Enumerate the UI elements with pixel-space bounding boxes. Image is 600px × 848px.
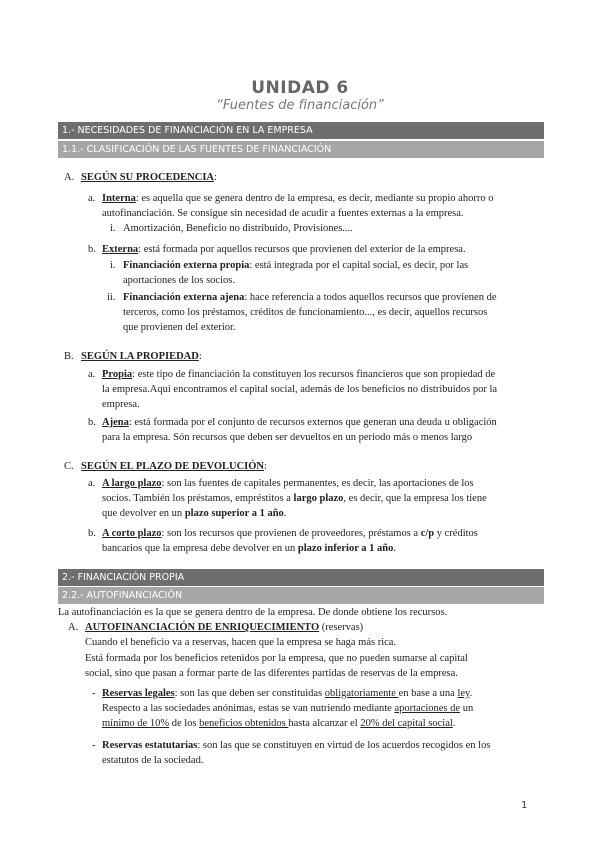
c-a-line2-pre: socios. También los préstamos, empréstitos a (102, 493, 294, 504)
c-b-line2-bold: plazo inferior a 1 año (297, 543, 394, 554)
legal-line1 (102, 686, 472, 702)
section-c-marker: C. (64, 461, 74, 472)
est-l1-text: : son las que se constituyen en virtud de los acuerdos recogidos en los (197, 740, 491, 751)
auto-a-line2: Está formada por los beneficios retenidos por la empresa, que no pueden sumarse al capital (85, 653, 468, 664)
a-a-line2: autofinanciación. Se consigue sin necesidad de acudir a fuentes externas a la empresa. (102, 208, 464, 219)
b-a-term: Propia (102, 369, 133, 380)
c-a-line2 (102, 491, 487, 507)
auto-a-heading-text: AUTOFINANCIACIÓN DE ENRIQUECIMIENTO (85, 622, 320, 633)
c-b-line1-bold: c/p (420, 528, 435, 539)
a-b-i-marker: i. (110, 260, 116, 271)
c-b-line1-pre: : son los recursos que provienen de proveedores, préstamos a (161, 528, 421, 539)
a-b-ii-line3: que provienen del exterior. (123, 322, 236, 333)
legal-l1-u2: ley (457, 688, 470, 699)
c-b-marker: b. (88, 528, 96, 539)
a-a-term: Interna (102, 193, 136, 204)
c-a-line3-bold: plazo superior a 1 año (184, 508, 284, 519)
legal-dash: - (92, 688, 96, 699)
section-b-heading-text: SEGÚN LA PROPIEDAD (81, 351, 199, 362)
c-a-line2-bold: largo plazo (293, 493, 344, 504)
b-b-term: Ajena (102, 417, 129, 428)
a-b-line1-text: : está formada por aquellos recursos que provienen del exterior de la empresa. (138, 244, 466, 255)
b-b-line1-text: : está formada por el conjunto de recursos externos que generan una deuda u obligación (128, 417, 497, 428)
section-b-marker: B. (64, 351, 74, 362)
c-a-line2-post: , es decir, que la empresa los tiene (343, 493, 487, 504)
a-b-line1 (102, 242, 466, 258)
auto-a-heading (85, 620, 363, 636)
legal-l3-u3: 20% del capital social (360, 718, 453, 729)
section-heading-2: 2.- FINANCIACIÓN PROPIA (58, 569, 544, 586)
b-a-line1-text: : este tipo de financiación la constituyen los recursos financieros que son propiedad de (132, 369, 496, 380)
auto-a-marker: A. (68, 622, 79, 633)
legal-l2-u: aportaciones de (394, 703, 461, 714)
auto-a-heading-post: (reservas) (319, 622, 364, 633)
legal-line3 (102, 716, 455, 732)
a-b-i-term: Financiación externa propia (123, 260, 250, 271)
legal-term: Reservas legales (102, 688, 175, 699)
legal-line2 (102, 701, 473, 717)
a-a-marker: a. (88, 193, 96, 204)
section-a-heading: SEGÚN SU PROCEDENCIA: (81, 172, 217, 183)
section-b-heading: SEGÚN LA PROPIEDAD: (81, 351, 202, 362)
section-c-heading: SEGÚN EL PLAZO DE DEVOLUCIÓN: (81, 461, 267, 472)
c-b-line1 (102, 526, 478, 542)
b-a-line1 (102, 367, 495, 383)
c-b-line1-post: y créditos (434, 528, 478, 539)
section-heading-1: 1.- NECESIDADES DE FINANCIACIÓN EN LA EMPRESA (58, 122, 544, 139)
section-heading-2-2: 2.2.- AUTOFINANCIACIÓN (58, 587, 544, 604)
b-a-marker: a. (88, 369, 96, 380)
c-b-line2-pre: bancarios que la empresa debe devolver en un (102, 543, 298, 554)
a-b-ii-line2: terceros, como los préstamos, créditos de funcionamiento..., es decir, aquellos recursos (123, 307, 488, 318)
c-a-term: A largo plazo (102, 478, 162, 489)
legal-l2-post: un (460, 703, 474, 714)
a-b-ii-marker: ii. (107, 292, 116, 303)
c-a-line3 (102, 506, 286, 522)
a-a-line1 (102, 191, 493, 207)
legal-l1-pre: : son las que deben ser constituidas (174, 688, 325, 699)
c-a-line3-post: . (283, 508, 287, 519)
legal-l3-b: hasta alcanzar el (288, 718, 361, 729)
a-a-line1-text: : es aquella que se genera dentro de la empresa, es decir, mediante su propio ahorro o (135, 193, 494, 204)
a-b-i-line1 (123, 258, 468, 274)
section-a-marker: A. (64, 172, 75, 183)
legal-l1-u: obligatoriamente (324, 688, 399, 699)
c-b-line2-post: . (393, 543, 397, 554)
b-a-line2: la empresa.Aqui encontramos el capital social, además de los beneficios no distribuidos por la (102, 384, 498, 395)
c-b-term: A corto plazo (102, 528, 162, 539)
auto-a-line1: Cuando el beneficio va a reservas, hacen que la empresa se haga más rica. (85, 637, 397, 648)
legal-l3-a: de los (169, 718, 200, 729)
legal-l2-pre: Respecto a las sociedades anónimas, estas se van nutriendo mediante (102, 703, 395, 714)
document-subtitle: “Fuentes de financiación” (216, 98, 384, 113)
document-title: UNIDAD 6 (251, 78, 349, 98)
a-b-marker: b. (88, 244, 96, 255)
est-line1 (102, 738, 490, 754)
legal-l1-mid: en base a una (398, 688, 458, 699)
c-b-line2 (102, 541, 396, 557)
auto-intro: La autofinanciación es la que se genera dentro de la empresa. De donde obtiene los recursos. (58, 607, 448, 618)
a-a-i-text: Amortización, Beneficio no distribuido, Provisiones.... (123, 223, 353, 234)
c-a-line1-text: : son las fuentes de capitales permanentes, es decir, las aportaciones de los (161, 478, 474, 489)
a-b-i-line2: aportaciones de los socios. (123, 275, 235, 286)
section-heading-1-1: 1.1.- CLASIFICACIÓN DE LAS FUENTES DE FINANCIACIÓN (58, 141, 544, 158)
b-a-line3: empresa. (102, 399, 140, 410)
section-a-heading-text: SEGÚN SU PROCEDENCIA (81, 172, 215, 183)
legal-l3-c: . (452, 718, 456, 729)
legal-l3-u2: beneficios obtenidos (199, 718, 289, 729)
b-b-line2: para la empresa. Són recursos que deben ser devueltos en un periodo más o menos largo (102, 432, 473, 443)
legal-l3-u1: mínimo de 10% (102, 718, 170, 729)
est-line2: estatutos de la sociedad. (102, 755, 204, 766)
c-a-line3-pre: que devolver en un (102, 508, 185, 519)
est-dash: - (92, 740, 96, 751)
b-b-marker: b. (88, 417, 96, 428)
b-b-line1 (102, 415, 497, 431)
page-number: 1 (521, 800, 528, 811)
a-a-i-marker: i. (110, 223, 116, 234)
a-b-ii-term: Financiación externa ajena (123, 292, 245, 303)
a-b-i-line1-text: : está integrada por el capital social, es decir, por las (249, 260, 469, 271)
c-a-marker: a. (88, 478, 96, 489)
a-b-term: Externa (102, 244, 139, 255)
auto-a-line3: social, sino que pasan a formar parte de las diferentes partidas de reservas de la empresa. (85, 668, 458, 679)
legal-l1-post: . (469, 688, 473, 699)
est-term: Reservas estatutarias (102, 740, 198, 751)
a-b-ii-line1 (123, 290, 497, 306)
section-c-heading-text: SEGÚN EL PLAZO DE DEVOLUCIÓN (81, 461, 264, 472)
a-b-ii-line1-text: : hace referencia a todos aquellos recursos que provienen de (244, 292, 497, 303)
c-a-line1 (102, 476, 474, 492)
